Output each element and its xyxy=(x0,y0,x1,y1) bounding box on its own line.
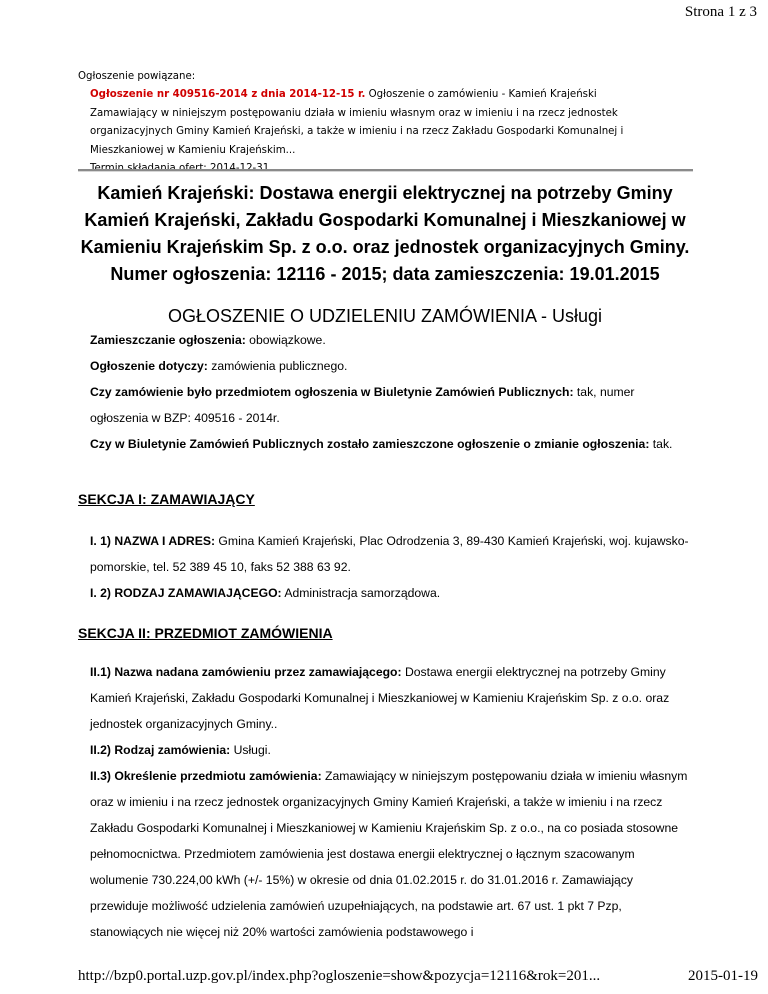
page-title xyxy=(80,180,690,288)
section-2-heading: SEKCJA II: PRZEDMIOT ZAMÓWIENIA xyxy=(78,625,333,641)
intro-item: Czy zamówienie było przedmiotem ogłoszenia w Biuletynie Zamówień Publicznych: tak, numer ogłoszenia w BZP: 409516 - 2014r. xyxy=(90,385,635,425)
section-1-item: I. 2) RODZAJ ZAMAWIAJĄCEGO: Administracja samorządowa. xyxy=(90,586,441,600)
related-body xyxy=(78,86,688,178)
related-deadline: Termin składania ofert: 2014-12-31 xyxy=(90,163,270,175)
section-2-item: II.3) Określenie przedmiotu zamówienia: Zamawiający w niniejszym postępowaniu działa w imieniu własnym oraz w imieniu i na rzecz jednostek organizacyjnych Gminy Kamień Krajeński, a także w imieniu i na rzecz Zakładu Gospodarki Komunalnej i Mieszkaniowej w Kamieniu Krajeńskim Sp. z o.o., na co posiada stosowne pełnomocnictwa. Przedmiotem zamówienia jest dostawa energii elektrycznej o łącznym szacowanym wolumenie 730.224,00 kWh (+/- 15%) w okresie od dnia 01.02.2015 r. do 31.01.2016 r. Zamawiający przewiduje możliwość udzielenia zamówień uzupełniających, na podstawie art. 67 ust. 1 pkt 7 Pzp, stanowiących nie więcej niż 20% wartości zamówienia podstawowego i xyxy=(90,769,688,939)
intro-item: Ogłoszenie dotyczy: zamówienia publicznego. xyxy=(90,359,348,373)
section-2-item: II.2) Rodzaj zamówienia: Usługi. xyxy=(90,743,271,757)
page-number: Strona 1 z 3 xyxy=(684,4,757,20)
divider xyxy=(78,169,693,172)
section-2-item: II.1) Nazwa nadana zamówieniu przez zamawiającego: Dostawa energii elektrycznej na potrzeby Gminy Kamień Krajeński, Zakładu Gospodarki Komunalnej i Mieszkaniowej w Kamieniu Krajeńskim Sp. z o.o. oraz jednostek organizacyjnych Gminy.. xyxy=(90,665,670,731)
footer-date: 2015-01-19 xyxy=(688,968,758,984)
title-main: Kamień Krajeński: Dostawa energii elektrycznej na potrzeby Gminy Kamień Krajeński, Zakładu Gospodarki Komunalnej i Mieszkaniowej w Kamieniu Krajeńskim Sp. z o.o. oraz jednostek organizacyjnych Gminy. xyxy=(80,183,690,257)
section-2-block xyxy=(90,659,690,945)
related-label: Ogłoszenie powiązane: xyxy=(78,71,196,82)
section-1-item: I. 1) NAZWA I ADRES: Gmina Kamień Krajeński, Plac Odrodzenia 3, 89-430 Kamień Krajeński, woj. kujawsko-pomorskie, tel. 52 389 45 10, faks 52 388 63 92. xyxy=(90,534,689,574)
related-text: Zamawiający w niniejszym postępowaniu działa w imieniu własnym oraz w imieniu i na rzecz jednostek organizacyjnych Gminy Kamień Krajeński, a także w imieniu i na rzecz Zakładu Gospodarki Komunalnej i Mieszkaniowej w Kamieniu Krajeńskim... xyxy=(90,107,624,156)
intro-item: Zamieszczanie ogłoszenia: obowiązkowe. xyxy=(90,333,326,347)
related-announcement-title: Ogłoszenie o zamówieniu - Kamień Krajeński xyxy=(365,89,597,101)
intro-block xyxy=(90,327,690,457)
section-1-heading: SEKCJA I: ZAMAWIAJĄCY xyxy=(78,491,255,507)
related-announcement-link[interactable]: Ogłoszenie nr 409516-2014 z dnia 2014-12-15 r. xyxy=(90,89,366,101)
footer-url[interactable]: http://bzp0.portal.uzp.gov.pl/index.php?ogloszenie=show&pozycja=12116&rok=201... xyxy=(78,968,601,984)
notice-type: OGŁOSZENIE O UDZIELENIU ZAMÓWIENIA - Usługi xyxy=(167,306,603,326)
title-number: Numer ogłoszenia: 12116 - 2015; data zamieszczenia: 19.01.2015 xyxy=(110,264,660,284)
intro-item: Czy w Biuletynie Zamówień Publicznych zostało zamieszczone ogłoszenie o zmianie ogłoszenia: tak. xyxy=(90,437,673,451)
section-1-block xyxy=(90,528,690,606)
related-announcement xyxy=(78,68,688,178)
